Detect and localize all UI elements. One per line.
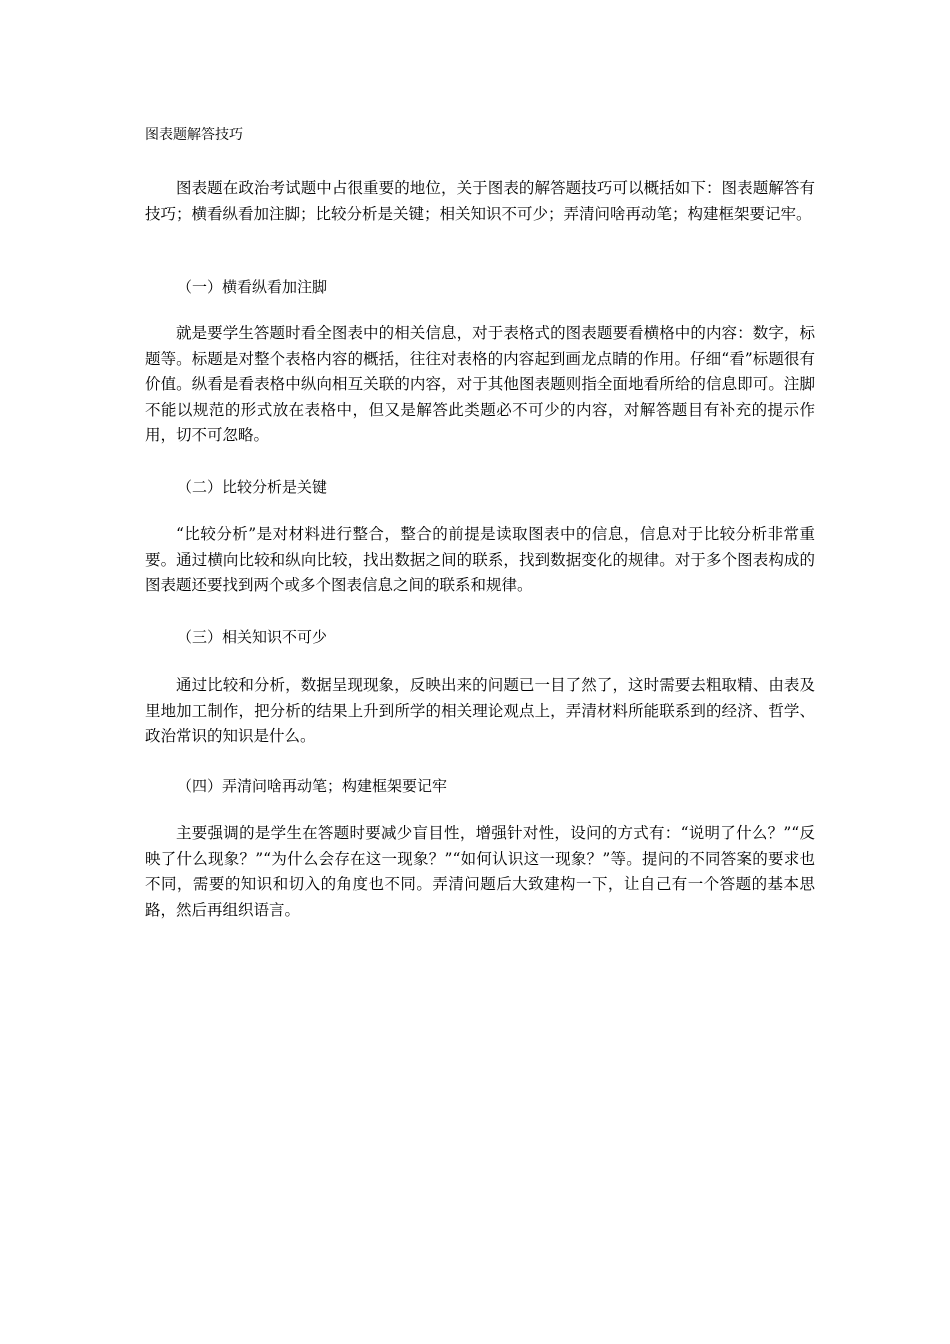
section-heading-2: （二）比较分析是关键 <box>177 478 328 496</box>
intro-paragraph: 图表题在政治考试题中占很重要的地位，关于图表的解答题技巧可以概括如下：图表题解答有技巧；横看纵看加注脚；比较分析是关键；相关知识不可少；弄清问啥再动笔；构建框架要记牢。 <box>145 179 815 223</box>
section-heading-1: （一）横看纵看加注脚 <box>177 278 328 296</box>
section-heading-3: （三）相关知识不可少 <box>177 628 328 646</box>
section-paragraph-4: 主要强调的是学生在答题时要减少盲目性，增强针对性，设问的方式有：“说明了什么？”“反映了什么现象？”“为什么会存在这一现象？”“如何认识这一现象？”等。提问的不同答案的要求也不同，需要的知识和切入的角度也不同。弄清问题后大致建构一下，让自己有一个答题的基本思路，然后再组织语言。 <box>145 824 815 919</box>
section-paragraph-3: 通过比较和分析，数据呈现现象，反映出来的问题已一目了然了，这时需要去粗取精、由表及里地加工制作，把分析的结果上升到所学的相关理论观点上，弄清材料所能联系到的经济、哲学、政治常识的知识是什么。 <box>145 676 815 745</box>
section-paragraph-1: 就是要学生答题时看全图表中的相关信息，对于表格式的图表题要看横格中的内容：数字，标题等。标题是对整个表格内容的概括，往往对表格的内容起到画龙点睛的作用。仔细“看”标题很有价值。纵看是看表格中纵向相互关联的内容，对于其他图表题则指全面地看所给的信息即可。注脚不能以规范的形式放在表格中，但又是解答此类题必不可少的内容，对解答题目有补充的提示作用，切不可忽略。 <box>145 324 815 444</box>
section-paragraph-2: “比较分析”是对材料进行整合，整合的前提是读取图表中的信息，信息对于比较分析非常重要。通过横向比较和纵向比较，找出数据之间的联系，找到数据变化的规律。对于多个图表构成的图表题还要找到两个或多个图表信息之间的联系和规律。 <box>145 525 815 594</box>
document-title: 图表题解答技巧 <box>145 127 243 143</box>
section-heading-4: （四）弄清问啥再动笔；构建框架要记牢 <box>177 777 448 795</box>
